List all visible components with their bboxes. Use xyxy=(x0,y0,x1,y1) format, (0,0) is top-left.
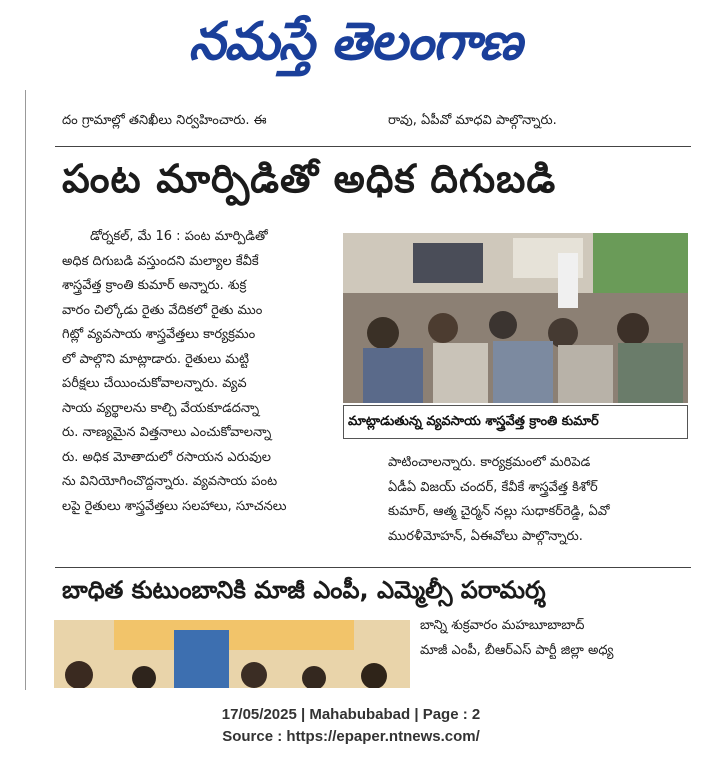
text-line: అధిక దిగుబడి వస్తుందని మల్యాల కేవీకే xyxy=(62,253,259,269)
text-line: గిట్లో వ్యవసాయ శాస్త్రవేత్తలు కార్యక్రమం xyxy=(62,327,256,342)
article-headline: పంట మార్పిడితో అధిక దిగుబడి xyxy=(62,157,557,202)
masthead xyxy=(0,0,702,86)
text-line: పరీక్షలు చేయించుకోవాలన్నారు. వ్యవ xyxy=(62,376,247,391)
text-line: కుమార్, ఆత్మ చైర్మన్ నల్లు సుధాకర్‌రెడ్డి, ఏవో xyxy=(388,504,610,519)
text-line: బాన్ని శుక్రవారం మహబూబాబాద్ xyxy=(420,618,585,633)
text-line: డోర్నకల్, మే 16 : పంట మార్పిడితో xyxy=(90,229,268,244)
text-line: రావు, ఏపీవో మాధవి పాల్గొన్నారు. xyxy=(388,113,557,128)
edition-info: 17/05/2025 | Mahabubabad | Page : 2 xyxy=(221,706,481,723)
text-line: సాయ వ్యర్థాలను కాల్చి వేయకూడదన్నా xyxy=(62,400,260,416)
text-line: దం గ్రామాల్లో తనిఖీలు నిర్వహించారు. ఈ xyxy=(62,113,267,128)
text-line: వారం చిల్కోడు రైతు వేదికలో రైతు ముం xyxy=(62,302,263,318)
section-divider xyxy=(55,146,691,147)
photo-caption: మాట్లాడుతున్న వ్యవసాయ శాస్త్రవేత్త క్రాంతి కుమార్ xyxy=(343,405,688,439)
previous-article-left xyxy=(62,95,362,134)
text-line: శాస్త్రవేత్త క్రాంతి కుమార్ అన్నారు. శుక్ర xyxy=(62,278,247,293)
article-body-right xyxy=(388,451,688,549)
previous-article-right xyxy=(388,95,688,134)
column-divider xyxy=(25,90,26,690)
source-url: Source : https://epaper.ntnews.com/ xyxy=(222,728,480,745)
text-line: మురళీమోహన్, ఏఈవోలు పాల్గొన్నారు. xyxy=(388,528,583,544)
page-footer xyxy=(0,700,702,767)
text-line: లపై రైతులు శాస్త్రవేత్తలు సలహాలు, సూచనలు xyxy=(62,498,287,514)
text-line: ను వినియోగించొద్దన్నారు. వ్యవసాయ పంట xyxy=(62,474,278,489)
text-line: రు. నాణ్యమైన విత్తనాలు ఎంచుకోవాలన్నా xyxy=(62,425,272,440)
article-photo xyxy=(54,620,410,688)
article-body-left xyxy=(62,225,340,519)
text-line: రు. అధిక మోతాదులో రసాయన ఎరువుల xyxy=(62,449,272,465)
article-headline: బాధిత కుటుంబానికి మాజీ ఎంపీ, ఎమ్మెల్సీ పరామర్శ xyxy=(62,576,546,604)
text-line: మాజీ ఎంపీ, బీఆర్‌ఎస్ పార్టీ జిల్లా అధ్య xyxy=(420,642,614,658)
text-line: లో పాల్గొని మాట్లాడారు. రైతులు మట్టి xyxy=(62,351,250,367)
article-body-right xyxy=(420,614,690,663)
text-line: ఏడీఏ విజయ్ చందర్, కేవీకే శాస్త్రవేత్త కిశోర్ xyxy=(388,479,598,495)
article-photo xyxy=(343,233,688,403)
text-line: పాటించాలన్నారు. కార్యక్రమంలో మరిపెడ xyxy=(388,455,591,470)
newspaper-logo: నమస్తే తెలంగాణ xyxy=(188,12,522,72)
